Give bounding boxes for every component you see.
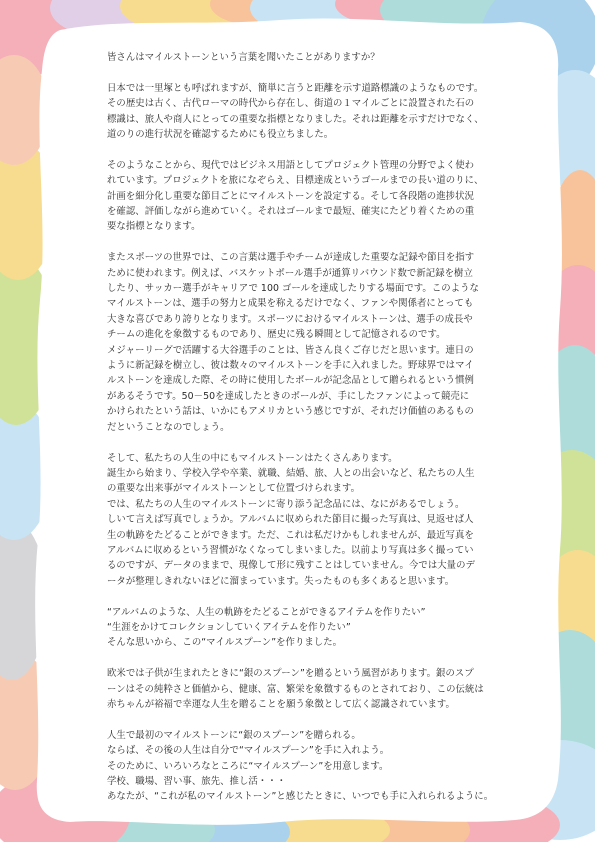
text-line: ルストーンを達成した際、その時に使用したボールが記念品として贈られるという慣例: [107, 375, 474, 387]
paragraph: [107, 666, 517, 712]
text-line: 人生で最初のマイルストーンに“銀のスプーン”を贈られる。: [107, 729, 361, 741]
text-line: アルバムに収めるという習慣がなくなってしまいました。以前より写真は多く撮ってい: [107, 544, 474, 556]
text-line: 道のりの進行状況を確認するためにも役立ちました。: [107, 129, 334, 141]
text-line: その歴史は古く、古代ローマの時代から存在し、街道の１マイルごとに設置された石の: [107, 98, 475, 110]
text-line: しいて言えば写真でしょうか。アルバムに収められた節目に撮った写真は、見返せば人: [107, 514, 474, 526]
text-line: ーンはその純粋さと価値から、健康、富、繁栄を象徴するものとされており、この伝統は: [107, 683, 484, 695]
text-line: の重要な出来事がマイルストーンとして位置づけられます。: [107, 483, 361, 495]
text-line: を確認、評価しながら進めていく。それはゴールまで最短、確実にたどり着くための重: [107, 206, 475, 218]
text-line: ために使われます。例えば、バスケットボール選手が通算リバウンド数で新記録を樹立: [107, 267, 473, 279]
text-line: 計画を細分化し重要な節目ごとにマイルストーンを設定する。そして各段階の進捗状況: [107, 190, 474, 202]
text-line: あなたが、“これが私のマイルストーン”と感じたときに、いつでも手に入れられるように。: [107, 791, 494, 803]
text-line: 標識は、旅人や商人にとっての重要な指標となりました。それは距離を示すだけでなく、: [107, 113, 484, 125]
text-line: 皆さんはマイルストーンという言葉を聞いたことがありますか？: [107, 52, 380, 63]
text-line: 日本では一里塚とも呼ばれますが、簡単に言うと距離を示す道路標識のようなものです。: [107, 82, 484, 94]
text-line: そして、私たちの人生の中にもマイルストーンはたくさんあります。: [107, 452, 398, 464]
text-line: またスポーツの世界では、この言葉は選手やチームが達成した重要な記録や節目を指す: [107, 252, 475, 264]
text-line: マイルストーンは、選手の努力と成果を称えるだけでなく、ファンや関係者にとっても: [107, 298, 474, 310]
text-line: 学校、職場、習い事、旅先、推し活・・・: [107, 775, 287, 787]
text-line: 欧米では子供が生まれたときに“銀のスプーン”を贈るという風習があります。銀のスプ: [107, 668, 474, 680]
paragraph: [107, 50, 517, 65]
text-line: だということなのでしょう。: [107, 421, 230, 433]
text-line: 生の軌跡をたどることができます。ただ、これは私だけかもしれませんが、最近写真を: [107, 529, 474, 541]
paragraph: [107, 728, 517, 805]
text-line: そのために、いろいろなところに“マイルスプーン”を用意します。: [107, 760, 389, 772]
text-line: チームの進化を象徴するものであり、歴史に残る瞬間として記憶されるのです。: [107, 329, 446, 341]
text-line: 要な指標となります。: [107, 221, 201, 233]
text-line: れています。プロジェクトを旅になぞらえ、目標達成というゴールまでの長い道のりに、: [107, 175, 484, 187]
text-line: “アルバムのような、人生の軌跡をたどることができるアイテムを作りたい”: [107, 606, 426, 618]
paragraph: [107, 605, 517, 651]
text-line: るのですが、データのままで、現像して形に残すことはしていません。今では大量のデ: [107, 560, 475, 572]
text-line: したり、サッカー選手がキャリアで 100 ゴールを達成したりする場面です。このような: [107, 283, 479, 295]
text-line: があるそうです。50－50を達成したときのボールが、手にしたファンによって競売に: [107, 390, 470, 402]
text-line: そんな思いから、この“マイルスプーン”を作りました。: [107, 637, 343, 649]
text-line: ならば、その後の人生は自分で“マイルスプーン”を手に入れよう。: [107, 745, 390, 757]
text-line: 大きな喜びであり誇りとなります。スポーツにおけるマイルストーンは、選手の成長や: [107, 313, 473, 325]
text-line: かけられたという話は、いかにもアメリカという感じですが、それだけ価値のあるもの: [107, 406, 474, 418]
text-line: 赤ちゃんが裕福で幸運な人生を贈ることを願う象徴として広く認識されています。: [107, 698, 455, 710]
text-line: では、私たちの人生のマイルストーンに寄り添う記念品には、なにがあるでしょう。: [107, 498, 465, 510]
text-line: ように新記録を樹立し、彼は数々のマイルストーンを手に入れました。野球界ではマイ: [107, 360, 474, 372]
text-line: 誕生から始まり、学校入学や卒業、就職、結婚、旅、人との出会いなど、私たちの人生: [107, 467, 475, 479]
paragraph: [107, 451, 517, 590]
text-line: そのようなことから、現代ではビジネス用語としてプロジェクト管理の分野でよく使わ: [107, 159, 475, 171]
letter-body: [107, 50, 517, 820]
paragraph: [107, 158, 517, 235]
paragraph: [107, 81, 517, 143]
text-line: ータが整理しきれないほどに溜まっています。失ったものも多くあると思います。: [107, 575, 455, 587]
paragraph: [107, 250, 517, 435]
text-line: メジャーリーグで活躍する大谷選手のことは、皆さん良くご存じだと思います。連日の: [107, 344, 474, 356]
text-line: “生涯をかけてコレクションしていくアイテムを作りたい”: [107, 621, 351, 633]
